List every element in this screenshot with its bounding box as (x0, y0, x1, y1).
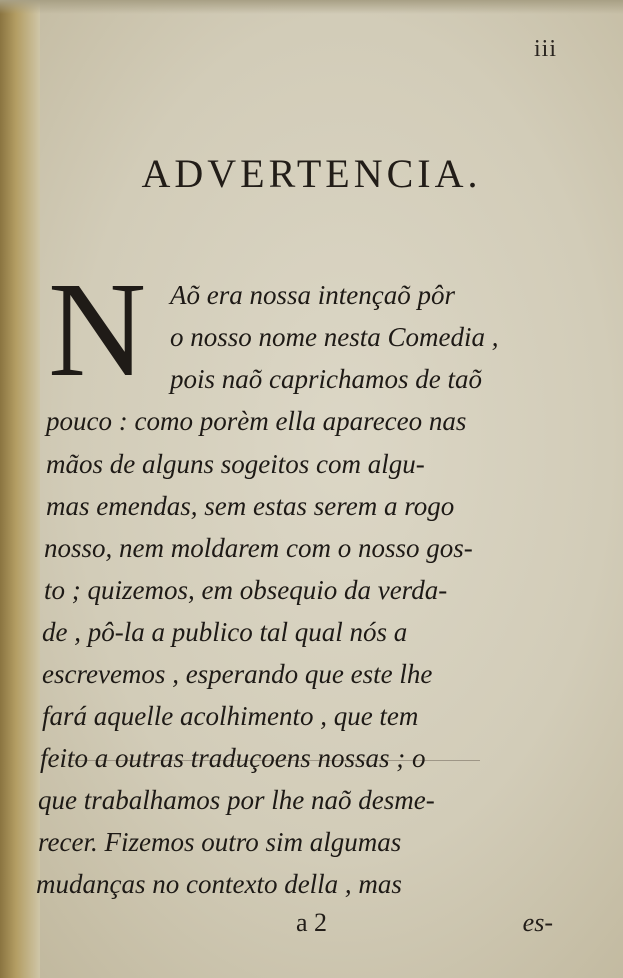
text-line: to ; quizemos, em obsequio da verda- (44, 575, 448, 605)
text-line: de , pô-la a publico tal qual nós a (42, 617, 408, 647)
text-line: fará aquelle acolhimento , que tem (42, 701, 419, 731)
text-line: mas emendas, sem estas serem a rogo (46, 491, 455, 521)
binding-gutter (0, 0, 40, 978)
text-line: feito a outras traduçoens nossas ; o (40, 743, 426, 773)
text-line: escrevemos , esperando que este lhe (42, 659, 433, 689)
text-line: que trabalhamos por lhe naõ desme- (38, 785, 435, 815)
text-line: Aõ era nossa intençaõ pôr (170, 280, 455, 310)
text-line: o nosso nome nesta Comedia , (170, 322, 499, 352)
drop-cap: N (48, 255, 147, 405)
signature-mark: a 2 (295, 908, 328, 937)
text-line: recer. Fizemos outro sim algumas (38, 827, 402, 857)
page-number: iii (533, 36, 557, 62)
text-line: pois naõ caprichamos de taõ (170, 364, 482, 394)
text-line: mãos de alguns sogeitos com algu- (46, 449, 425, 479)
catchword: es- (522, 908, 553, 937)
page-top-edge (0, 0, 623, 14)
text-line: nosso, nem moldarem com o nosso gos- (44, 533, 473, 563)
page-title: ADVERTENCIA. (141, 151, 482, 196)
faint-rule (70, 760, 480, 761)
text-line: pouco : como porèm ella apareceo nas (46, 406, 467, 436)
text-line: mudanças no contexto della , mas (36, 869, 402, 899)
